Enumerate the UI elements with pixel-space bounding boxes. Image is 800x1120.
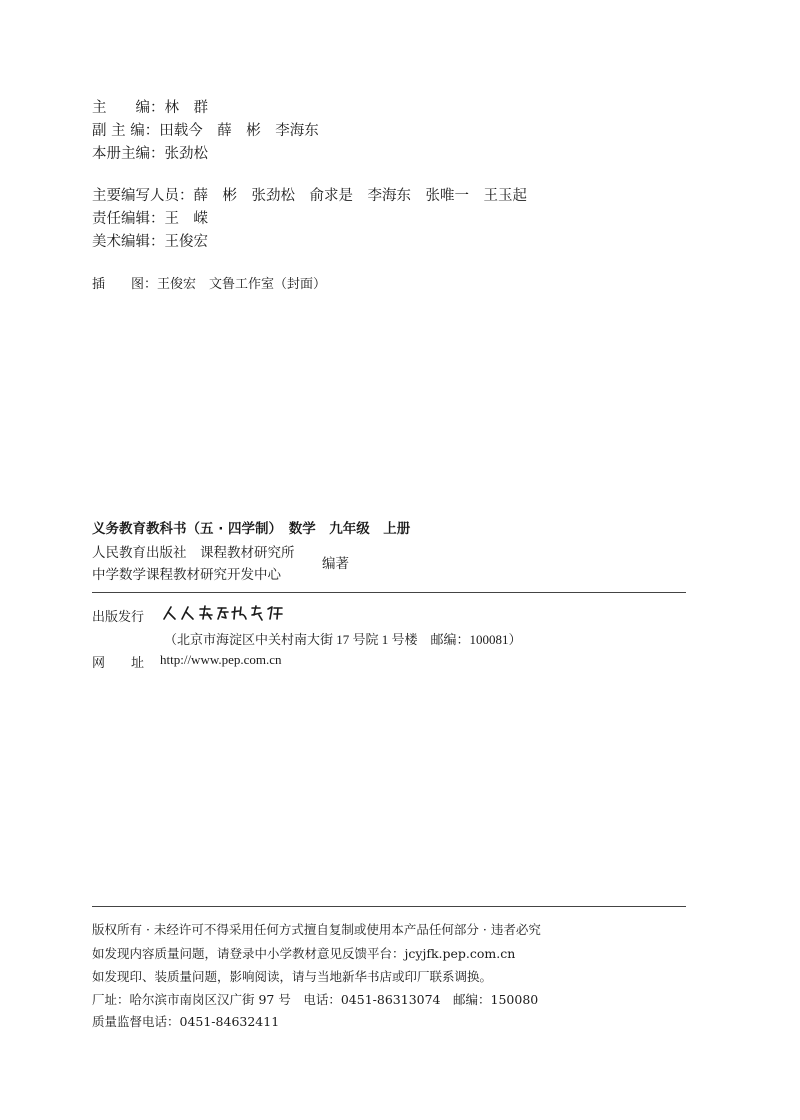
illustration-credit: 插 图：王俊宏 文鲁工作室（封面） <box>92 277 327 292</box>
website-label: 网 址 <box>92 656 145 671</box>
content-feedback: 如发现内容质量问题，请登录中小学教材意见反馈平台：jcyjfk.pep.com.cn <box>92 946 516 961</box>
publisher-logo <box>160 603 310 623</box>
responsible-editor: 责任编辑：王 嵘 <box>92 211 208 227</box>
volume-editor: 本册主编：张劲松 <box>92 146 208 162</box>
org-line-2: 中学数学课程教材研究开发中心 <box>92 567 281 583</box>
main-writers: 主要编写人员：薛 彬 张劲松 俞求是 李海东 张唯一 王玉起 <box>92 188 527 204</box>
divider-bottom <box>92 906 686 907</box>
quality-hotline: 质量监督电话：0451-84632411 <box>92 1014 280 1029</box>
org-line-1: 人民教育出版社 课程教材研究所 <box>92 545 295 561</box>
copyright-notice: 版权所有 · 未经许可不得采用任何方式擅自复制或使用本产品任何部分 · 违者必究 <box>92 922 541 937</box>
divider-top <box>92 592 686 593</box>
website-link[interactable]: http://www.pep.com.cn <box>160 652 282 667</box>
factory-address: 厂址：哈尔滨市南岗区汉广街 97 号 电话：0451-86313074 邮编：150080 <box>92 992 539 1007</box>
chief-editor: 主 编：林 群 <box>92 100 208 116</box>
publisher-label: 出版发行 <box>92 610 145 625</box>
art-editor: 美术编辑：王俊宏 <box>92 234 208 250</box>
publisher-address: （北京市海淀区中关村南大街 17 号院 1 号楼 邮编：100081） <box>164 632 522 647</box>
print-quality-notice: 如发现印、装质量问题，影响阅读，请与当地新华书店或印厂联系调换。 <box>92 969 493 984</box>
compiled-label: 编著 <box>322 556 349 572</box>
book-title: 义务教育教科书（五 · 四学制） 数学 九年级 上册 <box>92 521 411 537</box>
deputy-editors: 副 主 编：田载今 薛 彬 李海东 <box>92 123 319 139</box>
